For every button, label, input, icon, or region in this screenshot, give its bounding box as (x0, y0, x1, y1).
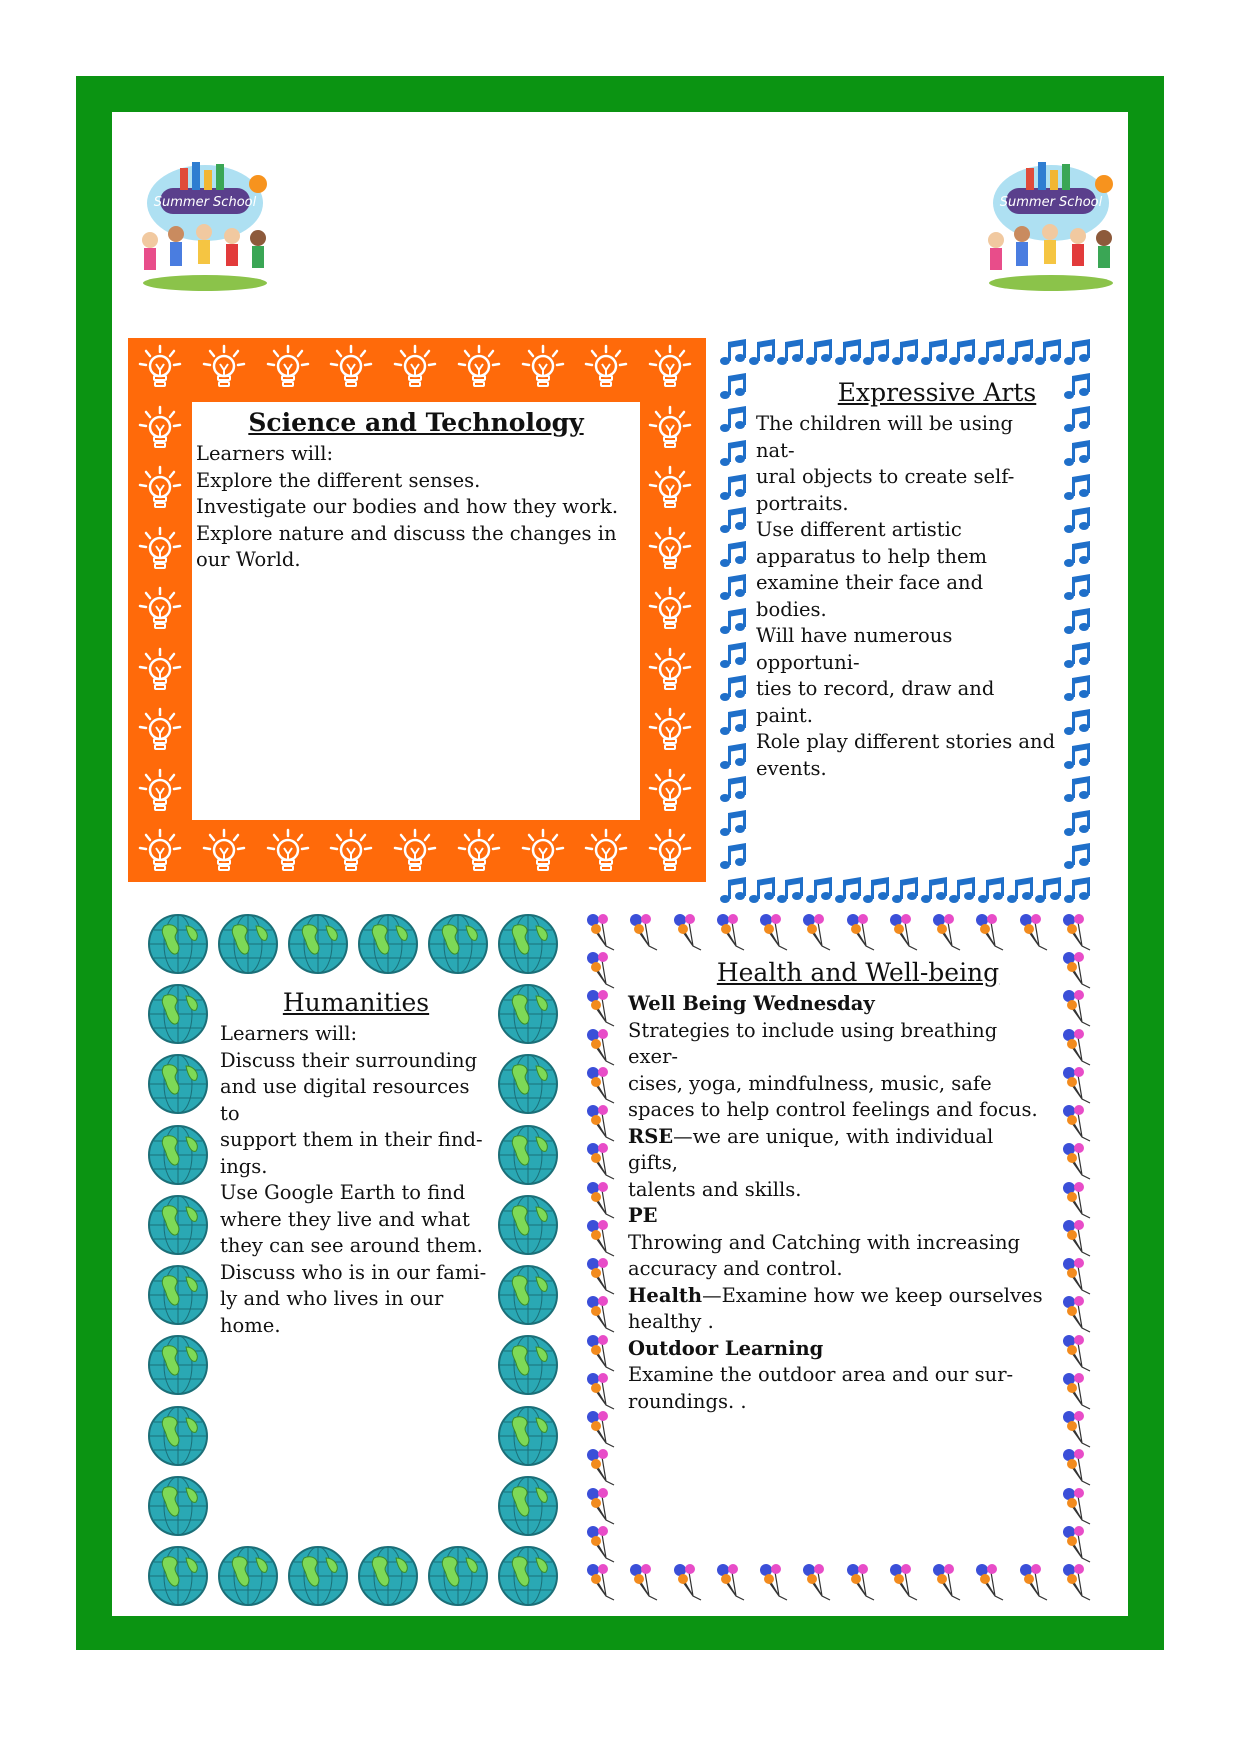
balloons-icon (1060, 1065, 1096, 1105)
music-note-icon (718, 876, 748, 906)
balloons-icon (584, 950, 620, 990)
arts-text-line: ural objects to create self- (756, 465, 1015, 488)
humanities-text-line: Use Google Earth to find (220, 1181, 466, 1204)
rse-text: —we are unique, with individual gifts, (628, 1124, 994, 1174)
humanities-text-line: they can see around them. (220, 1234, 483, 1257)
arts-text-line: Use different artistic (756, 518, 962, 541)
globe-icon (146, 1052, 210, 1116)
globe-icon (496, 1404, 560, 1468)
music-note-icon (1033, 338, 1063, 368)
balloons-icon (930, 912, 966, 952)
science-text-line: Learners will: (196, 442, 334, 465)
rse-line-2: talents and skills. (628, 1177, 802, 1201)
logo-right-text: Summer School (999, 195, 1103, 210)
music-note-icon (1062, 674, 1092, 704)
humanities-text-line: home. (220, 1313, 281, 1337)
balloons-icon (714, 1562, 750, 1602)
music-note-icon (1062, 809, 1092, 839)
music-note-icon (747, 338, 777, 368)
music-note-icon (919, 338, 949, 368)
balloons-icon (1060, 912, 1096, 952)
lightbulb-icon (455, 344, 503, 392)
wellbeing-heading: Well Being Wednesday (628, 992, 875, 1015)
globe-icon (496, 1333, 560, 1397)
balloons-icon (1017, 912, 1053, 952)
music-note-icon (919, 876, 949, 906)
music-note-icon (1062, 372, 1092, 402)
pe-text-line: Throwing and Catching with increasing (628, 1230, 1021, 1254)
balloons-icon (757, 1562, 793, 1602)
outdoor-text-line: roundings. . (628, 1389, 747, 1413)
balloons-icon (887, 1562, 923, 1602)
arts-text-line: events. (756, 756, 827, 780)
rse-label: RSE (628, 1124, 674, 1148)
balloons-icon (1060, 1103, 1096, 1143)
arts-content (756, 378, 1056, 782)
pe-heading: PE (628, 1204, 658, 1227)
music-note-icon (1062, 405, 1092, 435)
humanities-title: Humanities (282, 988, 430, 1017)
arts-text-line: Role play different stories and (756, 730, 1056, 753)
globe-icon (496, 912, 560, 976)
science-text-line: our World. (196, 548, 301, 571)
science-lines (196, 441, 636, 574)
health-label: Health (628, 1283, 703, 1307)
balloons-icon (584, 1447, 620, 1487)
globe-icon (426, 1544, 490, 1608)
globe-icon (286, 1544, 350, 1608)
globe-icon (216, 912, 280, 976)
music-note-icon (718, 674, 748, 704)
balloons-icon (1060, 1141, 1096, 1181)
balloons-icon (1060, 1486, 1096, 1526)
lightbulb-icon (646, 707, 694, 755)
balloons-icon (757, 912, 793, 952)
globe-icon (286, 912, 350, 976)
music-note-icon (718, 372, 748, 402)
lightbulb-icon (646, 465, 694, 513)
lightbulb-icon (136, 405, 184, 453)
lightbulb-icon (136, 768, 184, 816)
arts-text-line: examine their face and bodies. (756, 571, 984, 621)
lightbulb-icon (200, 828, 248, 876)
balloons-icon (584, 1371, 620, 1411)
humanities-text-line: Discuss their surrounding (220, 1048, 478, 1072)
lightbulb-icon (519, 344, 567, 392)
music-note-icon (718, 573, 748, 603)
lightbulb-icon (264, 828, 312, 876)
music-note-icon (1062, 742, 1092, 772)
balloons-icon (1060, 1409, 1096, 1449)
balloons-icon (584, 1027, 620, 1067)
lightbulb-icon (327, 828, 375, 876)
arts-text-line: portraits. (756, 491, 849, 515)
music-note-icon (718, 338, 748, 368)
lightbulb-icon (136, 465, 184, 513)
music-note-icon (1062, 775, 1092, 805)
arts-text-line: ties to record, draw and paint. (756, 677, 995, 727)
balloons-icon (714, 912, 750, 952)
music-note-icon (861, 876, 891, 906)
science-text-line: Explore nature and discuss the changes in (196, 521, 617, 545)
balloons-icon (1060, 950, 1096, 990)
music-note-icon (775, 876, 805, 906)
balloons-icon (584, 1065, 620, 1105)
wellbeing-lines (628, 1018, 1048, 1124)
lightbulb-icon (136, 707, 184, 755)
lightbulb-icon (136, 526, 184, 574)
lightbulb-icon (136, 828, 184, 876)
rse-line (628, 1124, 1048, 1177)
humanities-text-line: Discuss who is in our fami- (220, 1260, 487, 1284)
globe-icon (146, 1333, 210, 1397)
music-note-icon (804, 876, 834, 906)
music-note-icon (833, 876, 863, 906)
balloons-icon (671, 912, 707, 952)
music-note-icon (976, 876, 1006, 906)
balloons-icon (584, 1562, 620, 1602)
humanities-content (220, 988, 492, 1339)
humanities-text-line: support them in their find- (220, 1128, 483, 1151)
summer-school-logo-right (976, 148, 1126, 298)
music-note-icon (861, 338, 891, 368)
balloons-icon (1060, 1524, 1096, 1564)
music-note-icon (947, 338, 977, 368)
balloons-icon (1060, 1294, 1096, 1334)
wellbeing-text-line: cises, yoga, mindfulness, music, safe (628, 1071, 992, 1095)
balloons-icon (1060, 1218, 1096, 1258)
music-note-icon (775, 338, 805, 368)
outdoor-heading: Outdoor Learning (628, 1336, 824, 1360)
balloons-icon (1060, 1027, 1096, 1067)
lightbulb-icon (646, 768, 694, 816)
globe-icon (146, 1474, 210, 1538)
lightbulb-icon (582, 828, 630, 876)
music-note-icon (1062, 607, 1092, 637)
balloons-icon (627, 1562, 663, 1602)
lightbulb-icon (582, 344, 630, 392)
humanities-text-line: ings. (220, 1154, 268, 1178)
balloons-icon (584, 1294, 620, 1334)
lightbulb-icon (646, 828, 694, 876)
health-title: Health and Well-being (716, 958, 1000, 987)
balloons-icon (584, 1218, 620, 1258)
lightbulb-icon (264, 344, 312, 392)
music-note-icon (1005, 338, 1035, 368)
music-note-icon (747, 876, 777, 906)
pe-lines (628, 1230, 1048, 1283)
globe-icon (496, 1052, 560, 1116)
music-note-icon (976, 338, 1006, 368)
music-note-icon (718, 506, 748, 536)
globe-icon (216, 1544, 280, 1608)
balloons-icon (584, 988, 620, 1028)
balloons-icon (584, 1256, 620, 1296)
music-note-icon (718, 842, 748, 872)
balloons-icon (1017, 1562, 1053, 1602)
globe-icon (146, 1263, 210, 1327)
balloons-icon (584, 1180, 620, 1220)
arts-text-line: apparatus to help them (756, 544, 987, 568)
balloons-icon (584, 1333, 620, 1373)
science-content (196, 408, 636, 574)
music-note-icon (890, 876, 920, 906)
globe-icon (146, 982, 210, 1046)
lightbulb-icon (327, 344, 375, 392)
balloons-icon (844, 1562, 880, 1602)
music-note-icon (1005, 876, 1035, 906)
balloons-icon (584, 1409, 620, 1449)
outdoor-text-line: Examine the outdoor area and our sur- (628, 1363, 1014, 1386)
humanities-text-line: and use digital resources to (220, 1075, 470, 1125)
arts-title: Expressive Arts (837, 378, 1037, 407)
globe-icon (146, 1193, 210, 1257)
globe-icon (496, 982, 560, 1046)
balloons-icon (584, 1524, 620, 1564)
lightbulb-icon (391, 344, 439, 392)
balloons-icon (973, 1562, 1009, 1602)
music-note-icon (1062, 439, 1092, 469)
lightbulb-icon (646, 526, 694, 574)
balloons-icon (584, 1141, 620, 1181)
music-note-icon (1062, 506, 1092, 536)
logo-left-text: Summer School (153, 195, 257, 210)
lightbulb-icon (646, 405, 694, 453)
outdoor-lines (628, 1362, 1048, 1415)
lightbulb-icon (455, 828, 503, 876)
pe-text-line: accuracy and control. (628, 1257, 843, 1280)
humanities-text-line: Learners will: (220, 1022, 358, 1045)
balloons-icon (1060, 1180, 1096, 1220)
music-note-icon (718, 439, 748, 469)
music-note-icon (1062, 708, 1092, 738)
lightbulb-icon (646, 586, 694, 634)
wellbeing-text-line: spaces to help control feelings and focus. (628, 1098, 1038, 1121)
globe-icon (146, 1404, 210, 1468)
balloons-icon (800, 1562, 836, 1602)
arts-lines (756, 411, 1056, 782)
music-note-icon (833, 338, 863, 368)
music-note-icon (718, 742, 748, 772)
lightbulb-icon (136, 586, 184, 634)
balloons-icon (1060, 1562, 1096, 1602)
lightbulb-icon (136, 344, 184, 392)
music-note-icon (1062, 641, 1092, 671)
music-note-icon (1062, 473, 1092, 503)
humanities-text-line: ly and who lives in our (220, 1287, 444, 1310)
music-note-icon (804, 338, 834, 368)
music-note-icon (718, 809, 748, 839)
lightbulb-icon (136, 647, 184, 695)
music-note-icon (718, 708, 748, 738)
music-note-icon (718, 405, 748, 435)
humanities-text-line: where they live and what (220, 1207, 470, 1231)
globe-icon (426, 912, 490, 976)
balloons-icon (887, 912, 923, 952)
balloons-icon (584, 1486, 620, 1526)
music-note-icon (1062, 573, 1092, 603)
music-note-icon (718, 775, 748, 805)
health-line-2: healthy . (628, 1310, 714, 1333)
balloons-icon (930, 1562, 966, 1602)
balloons-icon (1060, 1256, 1096, 1296)
globe-icon (496, 1544, 560, 1608)
globe-icon (356, 912, 420, 976)
music-note-icon (1062, 338, 1092, 368)
music-note-icon (718, 607, 748, 637)
globe-icon (496, 1474, 560, 1538)
balloons-icon (671, 1562, 707, 1602)
globe-icon (496, 1263, 560, 1327)
music-note-icon (890, 338, 920, 368)
globe-icon (146, 1123, 210, 1187)
music-note-icon (1062, 540, 1092, 570)
summer-school-logo-left (130, 148, 280, 298)
balloons-icon (584, 1103, 620, 1143)
globe-icon (496, 1193, 560, 1257)
health-content (628, 958, 1048, 1415)
balloons-icon (1060, 988, 1096, 1028)
science-text-line: Investigate our bodies and how they work. (196, 495, 619, 518)
lightbulb-icon (519, 828, 567, 876)
music-note-icon (1062, 842, 1092, 872)
music-note-icon (718, 540, 748, 570)
arts-text-line: The children will be using nat- (756, 412, 1014, 462)
music-note-icon (718, 641, 748, 671)
globe-icon (146, 1544, 210, 1608)
globe-icon (496, 1123, 560, 1187)
wellbeing-text-line: Strategies to include using breathing exer- (628, 1018, 998, 1068)
globe-icon (356, 1544, 420, 1608)
lightbulb-icon (200, 344, 248, 392)
globe-icon (146, 912, 210, 976)
humanities-lines (220, 1021, 492, 1339)
lightbulb-icon (391, 828, 439, 876)
music-note-icon (1062, 876, 1092, 906)
balloons-icon (800, 912, 836, 952)
lightbulb-icon (646, 647, 694, 695)
balloons-icon (844, 912, 880, 952)
music-note-icon (718, 473, 748, 503)
balloons-icon (1060, 1447, 1096, 1487)
balloons-icon (973, 912, 1009, 952)
health-line (628, 1283, 1048, 1310)
balloons-icon (1060, 1371, 1096, 1411)
music-note-icon (1033, 876, 1063, 906)
health-text: —Examine how we keep ourselves (702, 1283, 1043, 1307)
science-text-line: Explore the different senses. (196, 468, 481, 492)
science-title: Science and Technology (248, 408, 584, 437)
balloons-icon (1060, 1333, 1096, 1373)
arts-text-line: Will have numerous opportuni- (756, 624, 953, 674)
balloons-icon (584, 912, 620, 952)
lightbulb-icon (646, 344, 694, 392)
music-note-icon (947, 876, 977, 906)
balloons-icon (627, 912, 663, 952)
